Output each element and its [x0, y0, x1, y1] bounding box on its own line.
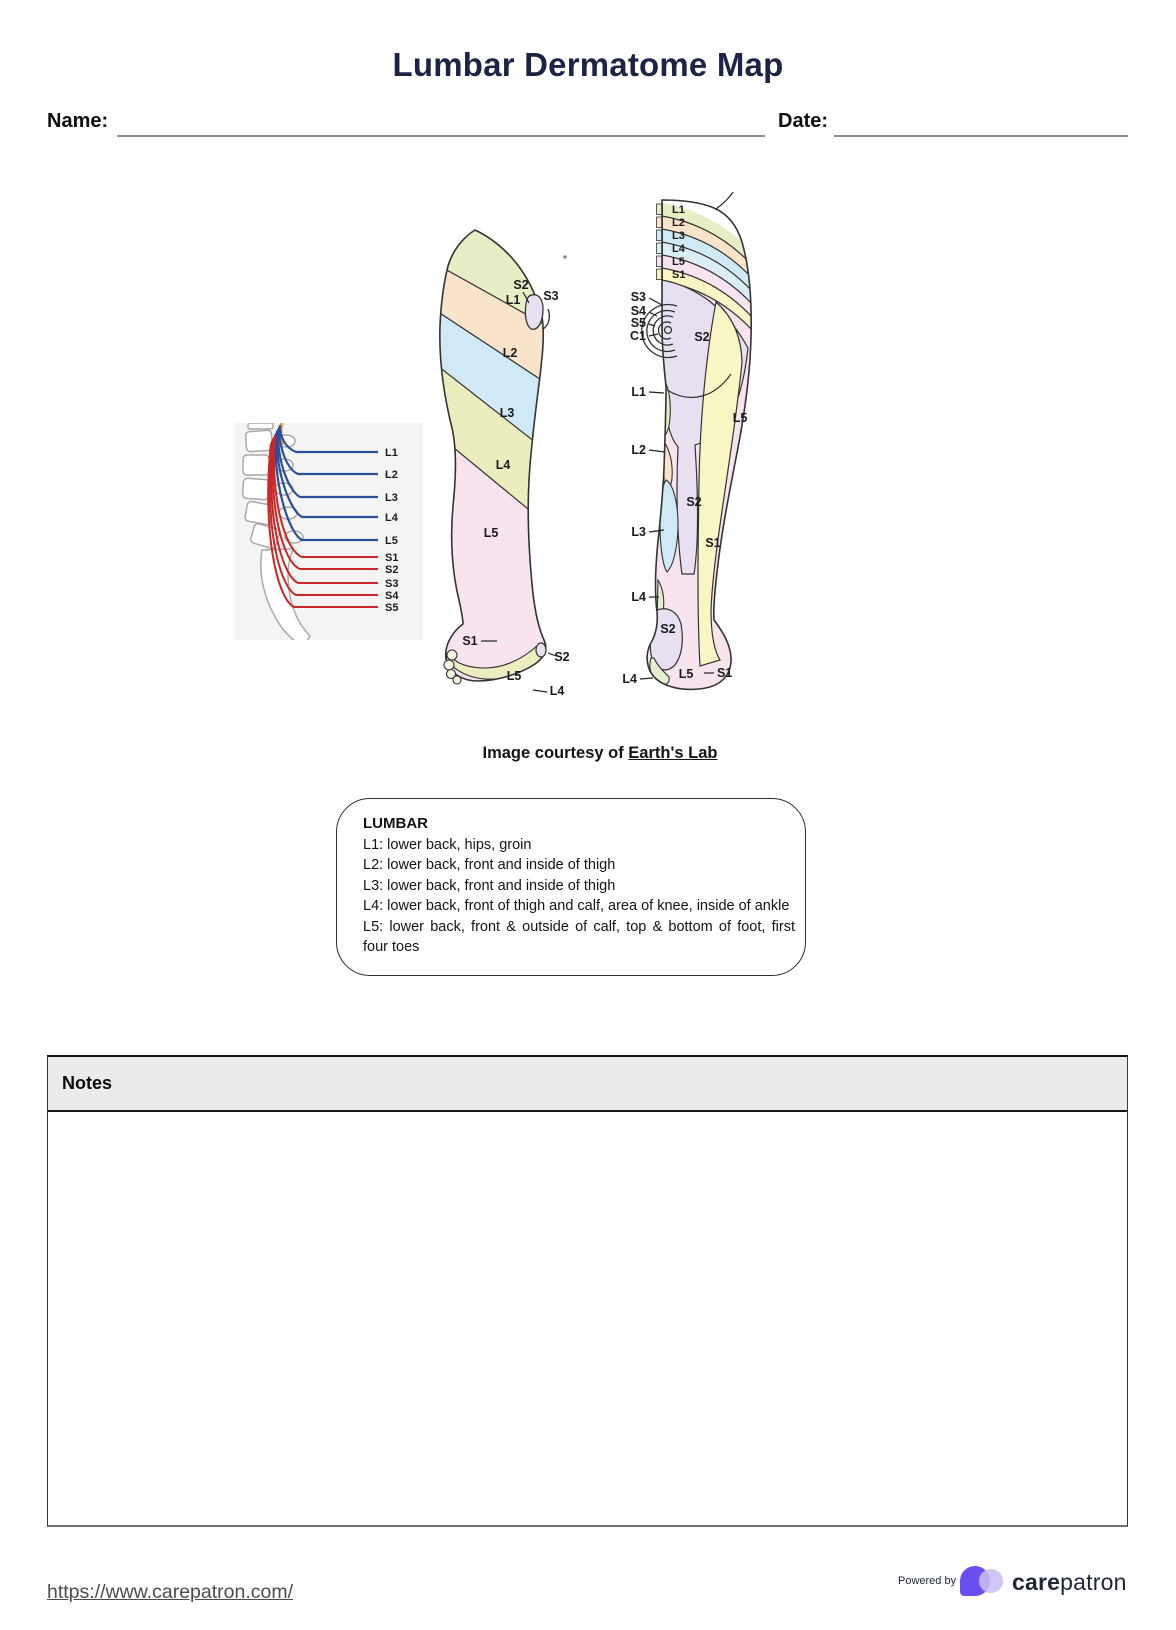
powered-by-block — [890, 1563, 1140, 1603]
logo-lavender-shape — [979, 1569, 1003, 1593]
date-input-line[interactable] — [834, 111, 1128, 137]
back-ring-s5: S5 — [630, 316, 646, 330]
front-label-l1: L1 — [505, 293, 521, 307]
courtesy-link[interactable]: Earth's Lab — [628, 744, 718, 762]
back-label-l5-foot: L5 — [678, 667, 694, 681]
info-line-l2: L2: lower back, front and inside of thigh — [363, 857, 616, 873]
front-label-s2-groin: S2 — [513, 278, 529, 292]
spine-label-l4: L4 — [385, 512, 398, 524]
carepatron-wordmark — [1012, 1569, 1127, 1596]
front-s2-heel-spot — [536, 643, 546, 657]
front-s3-pocket — [525, 295, 543, 330]
front-label-s2-heel: S2 — [554, 650, 570, 664]
front-label-l4: L4 — [495, 458, 511, 472]
brand-care: care — [1012, 1569, 1061, 1595]
back-label-l4-ankle: L4 — [631, 590, 646, 604]
front-leg-dermatome — [420, 218, 590, 700]
spine-label-s3: S3 — [385, 578, 399, 590]
notes-section — [47, 1055, 1128, 1527]
front-label-l5: L5 — [483, 526, 499, 540]
back-label-s1-foot: S1 — [717, 666, 733, 680]
back-band-l1: L1 — [672, 204, 685, 216]
back-band-s1: S1 — [672, 269, 686, 281]
spine-nerve-diagram — [235, 423, 423, 640]
back-label-l3-knee: L3 — [631, 525, 646, 539]
name-label: Name: — [47, 110, 109, 132]
back-ring-c1: C1 — [630, 329, 646, 343]
lumbar-info-box — [336, 798, 806, 976]
back-label-l4-foot: L4 — [622, 672, 637, 686]
notes-heading: Notes — [62, 1073, 113, 1093]
date-label: Date: — [778, 110, 829, 132]
back-label-l1-thigh: L1 — [631, 385, 646, 399]
front-label-l2: L2 — [502, 346, 518, 360]
info-line-l3: L3: lower back, front and inside of thigh — [363, 877, 616, 894]
back-band-l3: L3 — [672, 230, 685, 242]
info-line-l5: L5: lower back, front & outside of calf, top & bottom of foot, first four toes — [363, 918, 795, 955]
back-label-l2-thigh: L2 — [631, 443, 646, 457]
back-label-l5-outer: L5 — [732, 411, 748, 425]
brand-patron: patron — [1060, 1569, 1127, 1595]
spine-label-l5: L5 — [385, 535, 398, 547]
notes-header — [48, 1057, 1127, 1112]
image-caption — [300, 744, 900, 763]
name-input-line[interactable] — [117, 111, 765, 137]
info-line-l1: L1: lower back, hips, groin — [363, 836, 532, 853]
front-label-s1-ankle: S1 — [462, 634, 478, 648]
front-label-l3: L3 — [499, 406, 515, 420]
spine-label-s2: S2 — [385, 564, 399, 576]
back-leg-dermatome — [595, 192, 760, 702]
back-band-l4: L4 — [672, 243, 685, 255]
notes-body[interactable] — [48, 1112, 1127, 1525]
footer-url[interactable]: https://www.carepatron.com/ — [47, 1581, 294, 1603]
spine-label-s5: S5 — [385, 602, 399, 614]
spine-label-l3: L3 — [385, 492, 398, 504]
back-label-s1-strip: S1 — [705, 536, 721, 550]
info-line-l4: L4: lower back, front of thigh and calf, area of knee, inside of ankle — [363, 898, 790, 914]
stray-mark — [563, 255, 567, 259]
page-title: Lumbar Dermatome Map — [392, 46, 784, 83]
back-band-l2: L2 — [672, 217, 685, 229]
spine-label-l2: L2 — [385, 469, 398, 481]
spine-label-l1: L1 — [385, 447, 398, 459]
back-ring-s4: S4 — [630, 304, 646, 318]
info-box-heading: LUMBAR — [363, 815, 428, 832]
front-label-s3-groin: S3 — [543, 289, 559, 303]
back-label-s2-strip: S2 — [686, 495, 702, 509]
back-label-s2-heel: S2 — [660, 622, 676, 636]
back-band-l5: L5 — [672, 256, 685, 268]
carepatron-logo-icon — [960, 1564, 1010, 1598]
front-label-l5-foot: L5 — [506, 669, 522, 683]
spine-label-s1: S1 — [385, 552, 399, 564]
back-label-s2-buttock: S2 — [694, 330, 710, 344]
spine-label-s4: S4 — [385, 590, 399, 602]
powered-by-label: Powered by — [898, 1575, 957, 1587]
back-ring-s3: S3 — [630, 290, 646, 304]
caption-text: Image courtesy of — [482, 744, 629, 762]
front-label-l4-toe: L4 — [549, 684, 565, 698]
